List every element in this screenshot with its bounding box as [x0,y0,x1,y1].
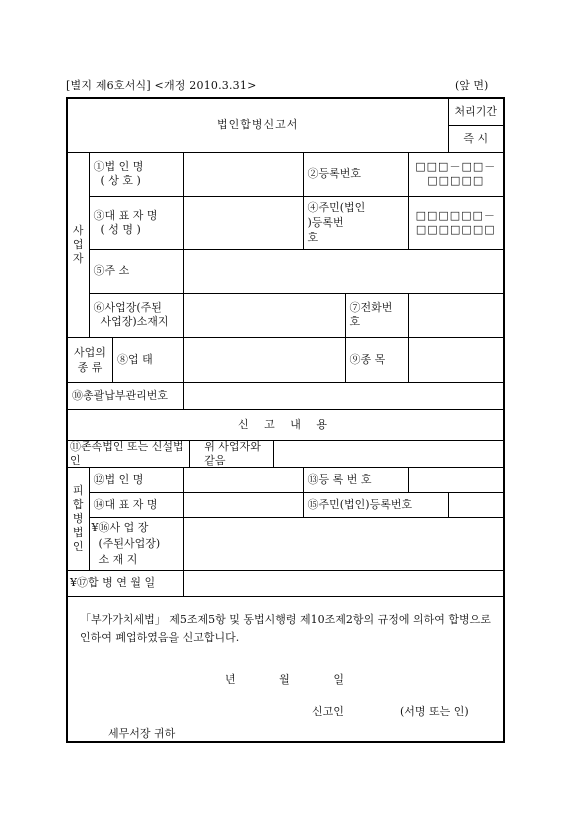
form-title: 법인합병신고서 [67,98,448,152]
tax-mgmt-field[interactable] [183,382,504,409]
form-number-label: [별지 제6호서식] <개정 2010.3.31> [66,79,257,92]
merged-workplace-field[interactable] [183,517,504,570]
tax-mgmt-label: ⑩총괄납부관리번호 [67,382,183,409]
merged-reg-no-label: ⑬등 록 번 호 [303,467,408,492]
merge-date-field[interactable] [183,570,504,596]
merged-corp-name-field[interactable] [183,467,303,492]
merged-reg-no-field[interactable] [408,467,504,492]
resident-no-field[interactable]: □□□□□□－□□□□□□□ [408,196,504,249]
statement-text: 「부가가치세법」 제5조제5항 및 동법시행령 제10조제2항의 규정에 의하여 합병으로 인하여 폐업하였음을 신고합니다. [80,612,491,644]
phone-label: ⑦전화번 호 [345,293,408,337]
merged-workplace-label: ¥⑯사 업 장 (주된사업장) 소 재 지 [89,517,183,570]
processing-period-label: 처리기간 [448,98,504,125]
resident-no-label: ④주민(법인 )등록번 호 [303,196,408,249]
statement-section [67,596,504,742]
rep-name-field[interactable] [183,196,303,249]
declarant-line [80,705,491,725]
page-side-label: (앞 면) [455,79,489,92]
corp-name-field[interactable] [183,152,303,196]
declarant-label: 신고인 [312,704,344,718]
reg-no-label: ②등록번호 [303,152,408,196]
addressee: 세무서장 귀하 [108,726,176,740]
phone-field[interactable] [408,293,504,337]
rep-name-label: ③대 표 자 명 ( 성 명 ) [89,196,183,249]
merged-section-label: 피 합 병 법 인 [67,467,89,570]
merged-resident-no-label: ⑮주민(법인)등록번호 [303,492,448,517]
date-year: 년 [225,672,238,686]
merged-resident-no-field[interactable] [448,492,504,517]
business-item-field[interactable] [408,337,504,382]
address-label: ⑤주 소 [89,249,183,293]
merged-rep-name-field[interactable] [183,492,303,517]
report-date [80,673,491,687]
business-category-label: ⑧업 태 [117,352,153,366]
business-section-label: 사 업 자 [67,152,89,337]
address-field[interactable] [183,249,504,293]
merged-corp-name-label: ⑫법 인 명 [89,467,183,492]
signature-field[interactable]: (서명 또는 인) [400,704,469,718]
surviving-corp-label: ⑪존속법인 또는 신설법인 [68,441,190,467]
workplace-field[interactable] [183,293,345,337]
corp-name-label: ①법 인 명 ( 상 호 ) [89,152,183,196]
business-category-field[interactable] [183,337,345,382]
reg-no-field[interactable]: □□□－□□－□□□□□ [408,152,504,196]
business-item-label: ⑨종 목 [345,337,408,382]
date-day: 일 [333,672,346,686]
merged-rep-name-label: ⑭대 표 자 명 [89,492,183,517]
merger-report-form [66,97,503,740]
workplace-label: ⑥사업장(주된 사업장)소재지 [89,293,183,337]
report-content-heading: 신 고 내 용 [67,409,504,440]
form-table [66,97,505,743]
date-month: 월 [279,672,292,686]
merge-date-label: ¥⑰합 병 연 월 일 [67,570,183,596]
processing-period-value: 즉 시 [448,125,504,152]
business-type-label: 사업의 종 류 [68,338,113,382]
surviving-corp-value: 위 사업자와 같음 [204,439,261,467]
